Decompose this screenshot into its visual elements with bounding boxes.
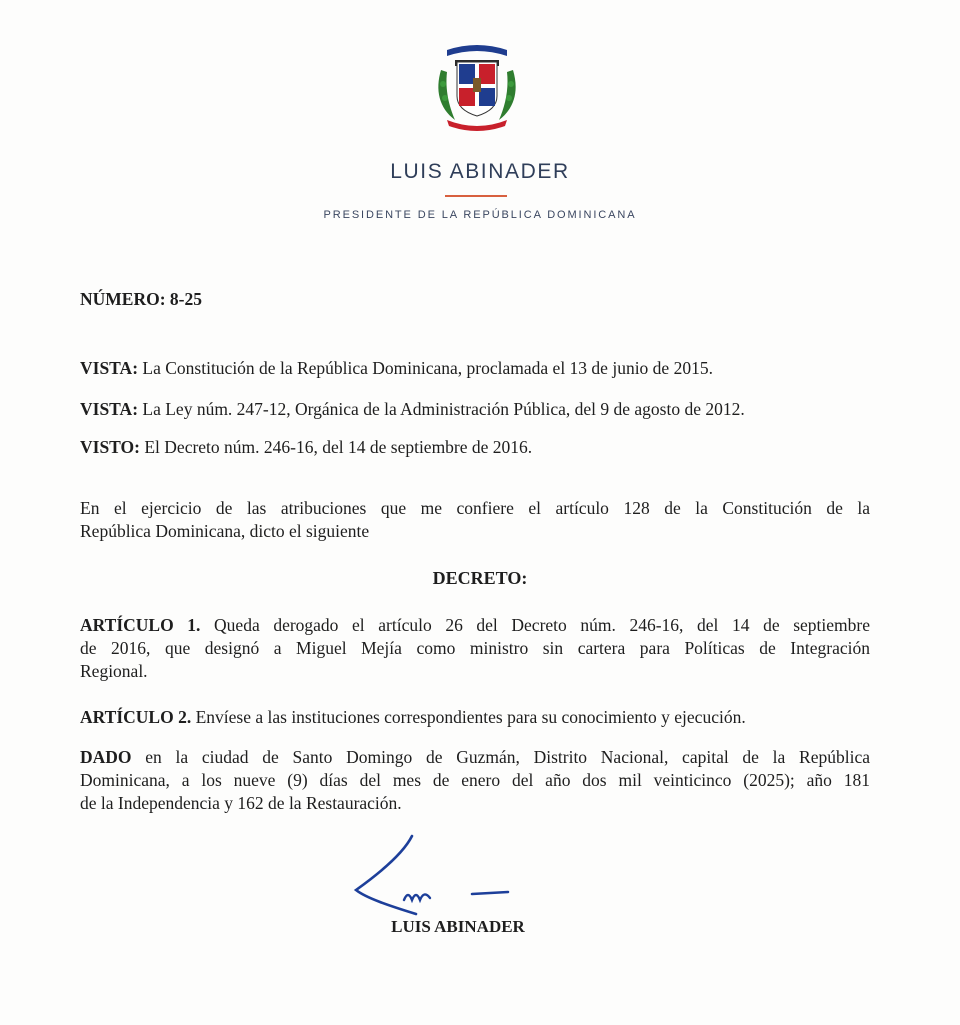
given-line: de la Independencia y 162 de la Restauración. [80,793,402,813]
article-line [80,614,870,637]
article-2 [80,706,870,729]
given-line [80,746,870,769]
given-text: en la ciudad de Santo Domingo de Guzmán, Distrito Nacional, capital de la República [145,747,870,767]
intro-line: En el ejercicio de las atribuciones que me confiere el artículo 128 de la Constitución de la [80,498,870,518]
header-divider [445,195,507,197]
consideration-label: VISTA: [80,399,139,419]
article-label: ARTÍCULO 1. [80,615,201,635]
article-text: Queda derogado el artículo 26 del Decreto núm. 246-16, del 14 de septiembre [214,615,870,635]
given-label: DADO [80,747,132,767]
article-text: Envíese a las instituciones correspondientes para su conocimiento y ejecución. [195,707,746,727]
consideration-text: La Constitución de la República Dominicana, proclamada el 13 de junio de 2015. [142,358,713,378]
signer-name: LUIS ABINADER [391,917,525,936]
header-title: PRESIDENTE DE LA REPÚBLICA DOMINICANA [323,209,637,221]
signature-icon [344,830,519,920]
intro-paragraph [80,497,870,543]
consideration-text: La Ley núm. 247-12, Orgánica de la Administración Pública, del 9 de agosto de 2012. [142,399,745,419]
consideration-2 [80,398,870,421]
article-1 [80,614,870,683]
consideration-label: VISTA: [80,358,139,378]
decree-title: DECRETO: [432,568,528,588]
consideration-text: El Decreto núm. 246-16, del 14 de septiembre de 2016. [144,437,533,457]
consideration-1 [80,357,870,380]
article-label: ARTÍCULO 2. [80,707,192,727]
intro-line: República Dominicana, dicto el siguiente [80,521,370,541]
given-line: Dominicana, a los nueve (9) días del mes de enero del año dos mil veinticinco (2025); año 181 [80,770,870,790]
header-name: LUIS ABINADER [390,160,570,183]
article-line: Regional. [80,661,148,681]
consideration-3 [80,436,870,459]
article-line: de 2016, que designó a Miguel Mejía como ministro sin cartera para Políticas de Integración [80,638,870,658]
given-paragraph [80,746,870,815]
decree-number: NÚMERO: 8-25 [80,289,202,309]
coat-of-arms-icon [433,40,521,132]
consideration-label: VISTO: [80,437,140,457]
